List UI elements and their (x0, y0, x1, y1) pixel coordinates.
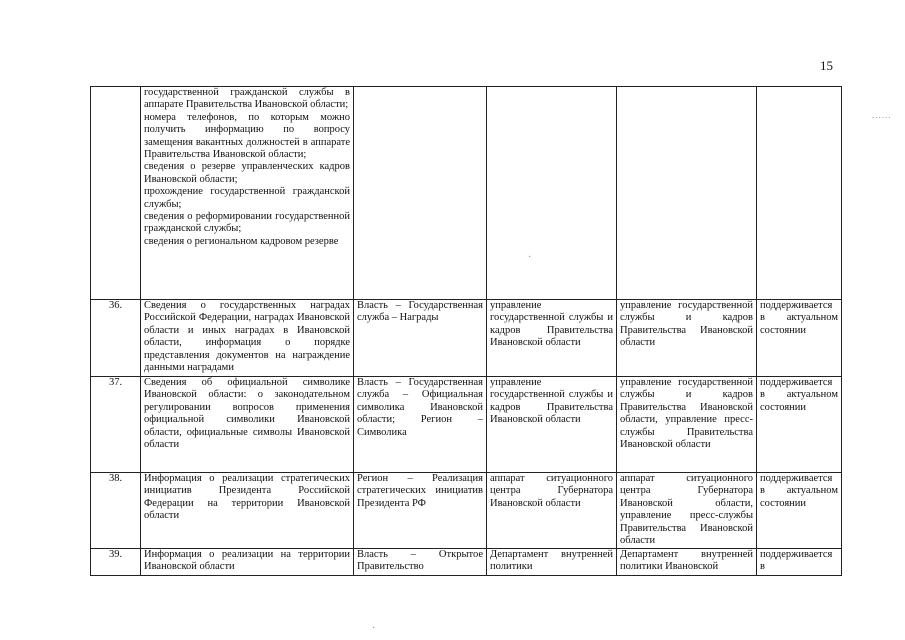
margin-mark: ...... (872, 110, 892, 120)
frequency-cell: поддерживается в актуальном состоянии (757, 473, 842, 549)
description-cell: государственной гражданской службы в аппарате Правительства Ивановской области; номера телефонов, по которым можно получить информацию по вопросу замещения вакантных должностей в аппарате Правительства Ивановской области; сведения о резерве управленческих кадров Ивановской области; прохождение государственной гражданской службы; сведения о реформировании государственной гражданской службы; сведения о региональном кадровом резерве (141, 87, 354, 300)
responsible-cell: управление государственной службы и кадров Правительства Ивановской области (617, 300, 757, 377)
page-number: 15 (820, 58, 833, 73)
provider-cell: управление государственной службы и кадров Правительства Ивановской области (487, 300, 617, 377)
table-row (91, 377, 842, 473)
section-cell: Власть – Государственная служба – Награды (354, 300, 487, 377)
responsible-cell: аппарат ситуационного центра Губернатора Ивановской области, управление пресс-службы Правительства Ивановской области (617, 473, 757, 549)
provider-cell: управление государственной службы и кадров Правительства Ивановской области (487, 377, 617, 473)
description-cell: Информация о реализации стратегических инициатив Президента Российской Федерации на территории Ивановской области (141, 473, 354, 549)
row-number-cell: 39. (91, 549, 141, 576)
frequency-cell (757, 87, 842, 300)
table-row (91, 300, 842, 377)
row-number-cell: 38. (91, 473, 141, 549)
provider-cell: Департамент внутренней политики (487, 549, 617, 576)
section-cell: Власть – Государственная служба – Официальная символика Ивановской области; Регион – Символика (354, 377, 487, 473)
row-number-cell: 36. (91, 300, 141, 377)
frequency-cell: поддерживается в актуальном состоянии (757, 377, 842, 473)
table-row-continuation (91, 87, 842, 300)
scan-speck: · (528, 252, 532, 263)
responsible-cell (617, 87, 757, 300)
frequency-cell: поддерживается в (757, 549, 842, 576)
provider-cell (487, 87, 617, 300)
description-cell: Сведения о государственных наградах Российской Федерации, наградах Ивановской области и иных наградах в Ивановской области, информация о порядке представления документов на награждение данными наградами (141, 300, 354, 377)
responsible-cell: Департамент внутренней политики Ивановской (617, 549, 757, 576)
row-number-cell (91, 87, 141, 300)
scan-speck: · (372, 623, 376, 634)
section-cell (354, 87, 487, 300)
row-number-cell: 37. (91, 377, 141, 473)
description-cell: Информация о реализации на территории Ивановской области (141, 549, 354, 576)
table-row (91, 549, 842, 576)
responsible-cell: управление государственной службы и кадров Правительства Ивановской области, управление пресс-службы Правительства Ивановской области (617, 377, 757, 473)
registry-table (90, 86, 842, 576)
frequency-cell: поддерживается в актуальном состоянии (757, 300, 842, 377)
table-row (91, 473, 842, 549)
description-cell: Сведения об официальной символике Ивановской области: о законодательном регулировании вопросов применения официальной символики Ивановской области, официальные символы Ивановской области (141, 377, 354, 473)
section-cell: Власть – Открытое Правительство (354, 549, 487, 576)
provider-cell: аппарат ситуационного центра Губернатора Ивановской области (487, 473, 617, 549)
section-cell: Регион – Реализация стратегических инициатив Президента РФ (354, 473, 487, 549)
